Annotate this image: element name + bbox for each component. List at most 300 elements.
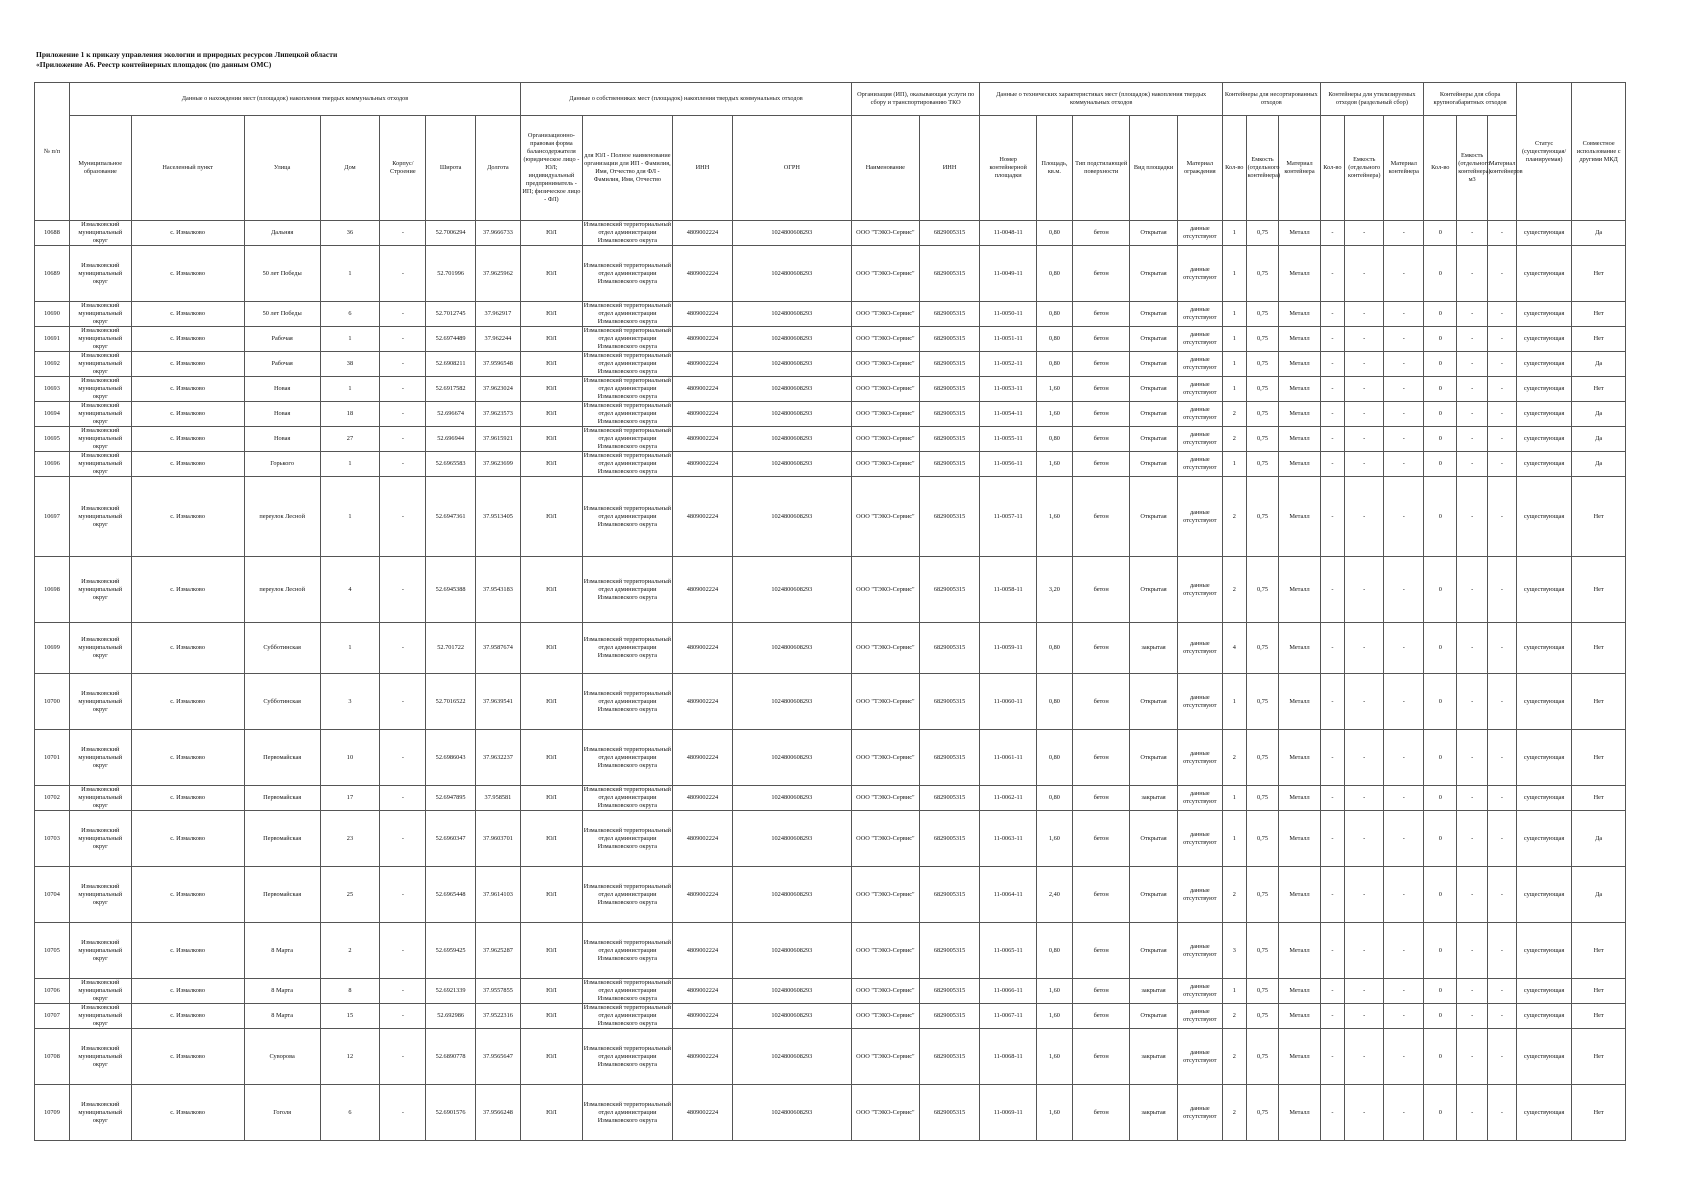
col-header-settlement: Населенный пункт xyxy=(131,116,244,221)
cell-r-cap: - xyxy=(1345,867,1384,923)
cell-mun: Измалковский муниципальный округ xyxy=(69,221,131,246)
cell-lat: 52.6921339 xyxy=(426,979,475,1004)
cell-area: 0,80 xyxy=(1036,427,1072,452)
cell-house: 23 xyxy=(320,811,380,867)
cell-opinn: 6829005315 xyxy=(919,427,980,452)
cell-lat: 52.701722 xyxy=(426,623,475,674)
cell-mun: Измалковский муниципальный округ xyxy=(69,402,131,427)
cell-house: 1 xyxy=(320,452,380,477)
cell-status: существующая xyxy=(1516,327,1571,352)
cell-u-mat: Металл xyxy=(1279,327,1320,352)
cell-b-mat: - xyxy=(1488,327,1517,352)
cell-u-count: 1 xyxy=(1222,674,1246,730)
cell-settlement: с. Измалково xyxy=(131,402,244,427)
cell-b-count: 0 xyxy=(1424,811,1457,867)
cell-r-count: - xyxy=(1320,221,1345,246)
cell-building: - xyxy=(380,402,426,427)
cell-status: существующая xyxy=(1516,979,1571,1004)
cell-b-cap: - xyxy=(1457,557,1488,623)
cell-area: 3,20 xyxy=(1036,557,1072,623)
table-row xyxy=(35,427,1626,452)
cell-ogrn: 1024800608293 xyxy=(732,786,851,811)
cell-mun: Измалковский муниципальный округ xyxy=(69,452,131,477)
cell-shared: Нет xyxy=(1572,302,1626,327)
cell-sitetype: Открытая xyxy=(1130,327,1177,352)
col-header-r-cap: Емкость (отдельного контейнера) xyxy=(1345,116,1384,221)
cell-r-cap: - xyxy=(1345,623,1384,674)
cell-surface: бетон xyxy=(1072,302,1130,327)
cell-area: 0,80 xyxy=(1036,352,1072,377)
cell-u-mat: Металл xyxy=(1279,623,1320,674)
col-header-lon: Долгота xyxy=(475,116,520,221)
cell-b-mat: - xyxy=(1488,811,1517,867)
cell-lat: 52.6959425 xyxy=(426,923,475,979)
cell-building: - xyxy=(380,1004,426,1029)
cell-u-mat: Металл xyxy=(1279,1029,1320,1085)
cell-street: Рабочая xyxy=(244,352,320,377)
cell-ownername: Измалковский территориальный отдел администрации Измалковского округа xyxy=(583,452,672,475)
cell-b-mat: - xyxy=(1488,246,1517,302)
cell-ogrn: 1024800608293 xyxy=(732,477,851,557)
cell-u-mat: Металл xyxy=(1279,402,1320,427)
cell-mun: Измалковский муниципальный округ xyxy=(69,557,131,623)
cell-inn: 4809002224 xyxy=(673,923,733,979)
cell-lat: 52.6947895 xyxy=(426,786,475,811)
cell-opinn: 6829005315 xyxy=(919,302,980,327)
cell-surface: бетон xyxy=(1072,1029,1130,1085)
cell-b-count: 0 xyxy=(1424,427,1457,452)
cell-lat: 52.7006294 xyxy=(426,221,475,246)
cell-surface: бетон xyxy=(1072,246,1130,302)
cell-r-mat: - xyxy=(1384,427,1424,452)
cell-sitenum: 11-0067-11 xyxy=(980,1004,1037,1029)
cell-opname: ООО "ТЭКО-Сервис" xyxy=(851,221,919,246)
col-header-shared: Совместное использование с другими МКД xyxy=(1572,83,1626,221)
cell-u-count: 1 xyxy=(1222,377,1246,402)
cell-area: 0,80 xyxy=(1036,674,1072,730)
cell-ownername: Измалковский территориальный отдел администрации Измалковского округа xyxy=(583,786,672,809)
cell-orgform: ЮЛ xyxy=(521,246,583,302)
cell-status: существующая xyxy=(1516,377,1571,402)
cell-settlement: с. Измалково xyxy=(131,979,244,1004)
cell-sitetype: Открытая xyxy=(1130,246,1177,302)
cell-area: 1,60 xyxy=(1036,1085,1072,1141)
cell-b-count: 0 xyxy=(1424,477,1457,557)
cell-ownername: Измалковский территориальный отдел администрации Измалковского округа xyxy=(583,979,672,1002)
cell-opname: ООО "ТЭКО-Сервис" xyxy=(851,1029,919,1085)
cell-street: Новая xyxy=(244,402,320,427)
col-header-mun: Муниципальное образование xyxy=(69,116,131,221)
table-row xyxy=(35,786,1626,811)
cell-b-mat: - xyxy=(1488,674,1517,730)
cell-street: переулок Лесной xyxy=(244,477,320,557)
cell-fence: данные отсутствуют xyxy=(1177,867,1222,923)
cell-mun: Измалковский муниципальный округ xyxy=(69,867,131,923)
cell-settlement: с. Измалково xyxy=(131,1029,244,1085)
cell-house: 1 xyxy=(320,477,380,557)
cell-street: 8 Марта xyxy=(244,979,320,1004)
table-row xyxy=(35,1029,1626,1085)
cell-surface: бетон xyxy=(1072,1085,1130,1141)
cell-u-mat: Металл xyxy=(1279,452,1320,477)
table-row xyxy=(35,327,1626,352)
cell-u-mat: Металл xyxy=(1279,352,1320,377)
cell-u-count: 1 xyxy=(1222,352,1246,377)
table-row xyxy=(35,402,1626,427)
cell-ogrn: 1024800608293 xyxy=(732,302,851,327)
cell-shared: Нет xyxy=(1572,246,1626,302)
cell-ogrn: 1024800608293 xyxy=(732,1029,851,1085)
cell-u-cap: 0,75 xyxy=(1246,674,1279,730)
cell-lon: 37.9632237 xyxy=(475,730,520,786)
cell-status: существующая xyxy=(1516,352,1571,377)
cell-sitetype: Открытая xyxy=(1130,352,1177,377)
cell-street: Дальняя xyxy=(244,221,320,246)
cell-lon: 37.9596548 xyxy=(475,352,520,377)
cell-sitetype: закрытая xyxy=(1130,1085,1177,1141)
cell-b-count: 0 xyxy=(1424,302,1457,327)
cell-u-mat: Металл xyxy=(1279,221,1320,246)
table-row xyxy=(35,477,1626,557)
cell-u-count: 2 xyxy=(1222,730,1246,786)
cell-shared: Да xyxy=(1572,402,1626,427)
col-header-sitenum: Номер контейнерной площадки xyxy=(980,116,1037,221)
cell-house: 15 xyxy=(320,1004,380,1029)
cell-lat: 52.6960347 xyxy=(426,811,475,867)
cell-lat: 52.6901576 xyxy=(426,1085,475,1141)
cell-shared: Нет xyxy=(1572,1004,1626,1029)
cell-mun: Измалковский муниципальный округ xyxy=(69,352,131,377)
cell-inn: 4809002224 xyxy=(673,557,733,623)
cell-sitetype: Открытая xyxy=(1130,477,1177,557)
table-row xyxy=(35,730,1626,786)
registry-table xyxy=(34,82,1626,1141)
cell-num: 10708 xyxy=(35,1029,70,1085)
cell-street: 8 Марта xyxy=(244,923,320,979)
cell-street: Горького xyxy=(244,452,320,477)
cell-settlement: с. Измалково xyxy=(131,674,244,730)
cell-opname: ООО "ТЭКО-Сервис" xyxy=(851,674,919,730)
cell-house: 2 xyxy=(320,923,380,979)
table-body xyxy=(35,221,1626,1141)
cell-inn: 4809002224 xyxy=(673,811,733,867)
cell-u-cap: 0,75 xyxy=(1246,730,1279,786)
cell-inn: 4809002224 xyxy=(673,674,733,730)
cell-building: - xyxy=(380,811,426,867)
cell-r-mat: - xyxy=(1384,246,1424,302)
cell-mun: Измалковский муниципальный округ xyxy=(69,302,131,327)
cell-settlement: с. Измалково xyxy=(131,452,244,477)
cell-status: существующая xyxy=(1516,221,1571,246)
cell-u-count: 1 xyxy=(1222,811,1246,867)
cell-status: существующая xyxy=(1516,811,1571,867)
cell-lon: 37.9522316 xyxy=(475,1004,520,1029)
cell-r-cap: - xyxy=(1345,302,1384,327)
cell-building: - xyxy=(380,246,426,302)
cell-u-cap: 0,75 xyxy=(1246,623,1279,674)
cell-status: существующая xyxy=(1516,402,1571,427)
cell-settlement: с. Измалково xyxy=(131,427,244,452)
cell-ownername: Измалковский территориальный отдел администрации Измалковского округа xyxy=(582,623,672,674)
group-header-recycle: Контейнеры для утилизируемых отходов (раздельный сбор) xyxy=(1320,83,1424,116)
cell-lat: 52.6986043 xyxy=(426,730,475,786)
cell-inn: 4809002224 xyxy=(673,377,733,402)
cell-sitetype: Открытая xyxy=(1130,730,1177,786)
cell-sitenum: 11-0069-11 xyxy=(980,1085,1037,1141)
cell-ogrn: 1024800608293 xyxy=(732,452,851,477)
col-header-area: Площадь, кв.м. xyxy=(1036,116,1072,221)
cell-u-count: 1 xyxy=(1222,979,1246,1004)
cell-r-count: - xyxy=(1320,452,1345,477)
col-header-ogrn: ОГРН xyxy=(732,116,851,221)
cell-building: - xyxy=(380,1029,426,1085)
cell-r-cap: - xyxy=(1345,730,1384,786)
cell-street: Суворова xyxy=(244,1029,320,1085)
cell-shared: Нет xyxy=(1572,674,1626,730)
cell-lon: 37.9625287 xyxy=(475,923,520,979)
cell-building: - xyxy=(380,786,426,811)
cell-b-mat: - xyxy=(1488,923,1517,979)
col-header-house: Дом xyxy=(320,116,380,221)
cell-ogrn: 1024800608293 xyxy=(732,674,851,730)
cell-b-cap: - xyxy=(1457,1004,1488,1029)
cell-shared: Да xyxy=(1572,452,1626,477)
cell-r-cap: - xyxy=(1345,979,1384,1004)
cell-status: существующая xyxy=(1516,246,1571,302)
cell-b-count: 0 xyxy=(1424,674,1457,730)
cell-mun: Измалковский муниципальный округ xyxy=(69,377,131,402)
cell-b-mat: - xyxy=(1488,786,1517,811)
col-header-u-cap: Емкость (отдельного контейнера) xyxy=(1246,116,1279,221)
cell-surface: бетон xyxy=(1072,402,1130,427)
cell-orgform: ЮЛ xyxy=(521,327,583,352)
cell-b-count: 0 xyxy=(1424,557,1457,623)
cell-r-mat: - xyxy=(1384,923,1424,979)
cell-u-mat: Металл xyxy=(1279,246,1320,302)
cell-building: - xyxy=(380,427,426,452)
cell-street: 50 лет Победы xyxy=(244,302,320,327)
cell-lon: 37.9614103 xyxy=(475,867,520,923)
cell-sitenum: 11-0053-11 xyxy=(980,377,1037,402)
cell-b-count: 0 xyxy=(1424,452,1457,477)
cell-house: 12 xyxy=(320,1029,380,1085)
cell-surface: бетон xyxy=(1072,427,1130,452)
cell-u-count: 2 xyxy=(1222,427,1246,452)
cell-opinn: 6829005315 xyxy=(919,402,980,427)
cell-lon: 37.9566248 xyxy=(475,1085,520,1141)
cell-shared: Нет xyxy=(1572,557,1626,623)
cell-sitenum: 11-0062-11 xyxy=(980,786,1037,811)
cell-mun: Измалковский муниципальный округ xyxy=(69,674,131,730)
cell-opinn: 6829005315 xyxy=(919,1004,980,1029)
cell-area: 0,80 xyxy=(1036,221,1072,246)
cell-surface: бетон xyxy=(1072,979,1130,1004)
cell-ownername: Измалковский территориальный отдел администрации Измалковского округа xyxy=(583,377,672,400)
cell-opname: ООО "ТЭКО-Сервис" xyxy=(851,377,919,402)
cell-mun: Измалковский муниципальный округ xyxy=(69,427,131,452)
cell-status: существующая xyxy=(1516,1004,1571,1029)
cell-surface: бетон xyxy=(1072,623,1130,674)
cell-ogrn: 1024800608293 xyxy=(732,402,851,427)
cell-opname: ООО "ТЭКО-Сервис" xyxy=(851,867,919,923)
cell-sitetype: Открытая xyxy=(1130,402,1177,427)
cell-num: 10706 xyxy=(35,979,70,1004)
group-header-owners: Данные о собственниках мест (площадок) накопления твердых коммунальных отходов xyxy=(521,83,852,116)
cell-opname: ООО "ТЭКО-Сервис" xyxy=(851,352,919,377)
cell-fence: данные отсутствуют xyxy=(1177,923,1222,979)
cell-sitenum: 11-0060-11 xyxy=(980,674,1037,730)
cell-fence: данные отсутствуют xyxy=(1177,302,1222,327)
cell-num: 10696 xyxy=(35,452,70,477)
cell-mun: Измалковский муниципальный округ xyxy=(69,786,131,811)
cell-b-count: 0 xyxy=(1424,730,1457,786)
cell-num: 10701 xyxy=(35,730,70,786)
cell-shared: Нет xyxy=(1572,327,1626,352)
cell-r-count: - xyxy=(1320,246,1345,302)
cell-opname: ООО "ТЭКО-Сервис" xyxy=(851,1004,919,1029)
cell-house: 17 xyxy=(320,786,380,811)
cell-b-count: 0 xyxy=(1424,352,1457,377)
cell-mun: Измалковский муниципальный округ xyxy=(69,1004,131,1029)
cell-fence: данные отсутствуют xyxy=(1177,427,1222,452)
cell-settlement: с. Измалково xyxy=(131,221,244,246)
cell-b-cap: - xyxy=(1457,427,1488,452)
cell-r-count: - xyxy=(1320,402,1345,427)
cell-ogrn: 1024800608293 xyxy=(732,623,851,674)
cell-r-mat: - xyxy=(1384,327,1424,352)
cell-lat: 52.692986 xyxy=(426,1004,475,1029)
cell-opinn: 6829005315 xyxy=(919,811,980,867)
cell-settlement: с. Измалково xyxy=(131,557,244,623)
cell-inn: 4809002224 xyxy=(673,867,733,923)
cell-r-mat: - xyxy=(1384,1085,1424,1141)
cell-b-cap: - xyxy=(1457,246,1488,302)
cell-status: существующая xyxy=(1516,867,1571,923)
cell-orgform: ЮЛ xyxy=(521,923,583,979)
cell-lat: 52.7016522 xyxy=(426,674,475,730)
cell-orgform: ЮЛ xyxy=(521,786,583,811)
cell-r-cap: - xyxy=(1345,427,1384,452)
cell-num: 10702 xyxy=(35,786,70,811)
col-header-r-mat: Материал контейнера xyxy=(1384,116,1424,221)
col-header-street: Улица xyxy=(244,116,320,221)
cell-orgform: ЮЛ xyxy=(521,221,583,246)
cell-settlement: с. Измалково xyxy=(131,477,244,557)
cell-orgform: ЮЛ xyxy=(521,477,583,557)
cell-opinn: 6829005315 xyxy=(919,786,980,811)
cell-u-mat: Металл xyxy=(1279,557,1320,623)
caption-line-1: Приложение 1 к приказу управления экологии и природных ресурсов Липецкой области xyxy=(36,50,338,59)
cell-opinn: 6829005315 xyxy=(919,1085,980,1141)
cell-ogrn: 1024800608293 xyxy=(732,352,851,377)
cell-b-count: 0 xyxy=(1424,979,1457,1004)
cell-u-cap: 0,75 xyxy=(1246,811,1279,867)
cell-opname: ООО "ТЭКО-Сервис" xyxy=(851,246,919,302)
cell-r-mat: - xyxy=(1384,1029,1424,1085)
col-header-fence: Материал ограждения xyxy=(1177,116,1222,221)
cell-u-mat: Металл xyxy=(1279,674,1320,730)
cell-b-count: 0 xyxy=(1424,246,1457,302)
cell-sitetype: Открытая xyxy=(1130,1004,1177,1029)
cell-sitenum: 11-0064-11 xyxy=(980,867,1037,923)
table-row xyxy=(35,623,1626,674)
cell-area: 0,80 xyxy=(1036,302,1072,327)
cell-b-mat: - xyxy=(1488,1004,1517,1029)
cell-u-count: 2 xyxy=(1222,557,1246,623)
cell-u-count: 1 xyxy=(1222,302,1246,327)
cell-u-cap: 0,75 xyxy=(1246,867,1279,923)
cell-surface: бетон xyxy=(1072,674,1130,730)
cell-opname: ООО "ТЭКО-Сервис" xyxy=(851,623,919,674)
cell-u-cap: 0,75 xyxy=(1246,1004,1279,1029)
cell-status: существующая xyxy=(1516,923,1571,979)
cell-u-mat: Металл xyxy=(1279,730,1320,786)
cell-settlement: с. Измалково xyxy=(131,1085,244,1141)
cell-opinn: 6829005315 xyxy=(919,477,980,557)
cell-area: 0,80 xyxy=(1036,786,1072,811)
cell-lat: 52.6974489 xyxy=(426,327,475,352)
cell-u-count: 2 xyxy=(1222,1085,1246,1141)
cell-u-mat: Металл xyxy=(1279,979,1320,1004)
cell-mun: Измалковский муниципальный округ xyxy=(69,923,131,979)
cell-building: - xyxy=(380,221,426,246)
cell-u-cap: 0,75 xyxy=(1246,452,1279,477)
cell-orgform: ЮЛ xyxy=(521,427,583,452)
cell-area: 0,80 xyxy=(1036,327,1072,352)
cell-r-count: - xyxy=(1320,477,1345,557)
cell-b-cap: - xyxy=(1457,1085,1488,1141)
cell-b-count: 0 xyxy=(1424,377,1457,402)
cell-r-cap: - xyxy=(1345,1085,1384,1141)
cell-ogrn: 1024800608293 xyxy=(732,1004,851,1029)
group-header-bulky: Контейнеры для сбора крупногабаритных отходов xyxy=(1424,83,1516,116)
col-header-ownername: для ЮЛ - Полное наименование организации для ИП - Фамилия, Имя, Отчество для ФЛ - Фамилия, Имя, Отчество xyxy=(582,116,672,221)
cell-settlement: с. Измалково xyxy=(131,811,244,867)
cell-r-cap: - xyxy=(1345,674,1384,730)
cell-num: 10694 xyxy=(35,402,70,427)
cell-r-cap: - xyxy=(1345,327,1384,352)
cell-opname: ООО "ТЭКО-Сервис" xyxy=(851,477,919,557)
cell-house: 3 xyxy=(320,674,380,730)
cell-fence: данные отсутствуют xyxy=(1177,674,1222,730)
cell-building: - xyxy=(380,327,426,352)
cell-ownername: Измалковский территориальный отдел администрации Измалковского округа xyxy=(583,427,672,450)
cell-opinn: 6829005315 xyxy=(919,923,980,979)
cell-r-count: - xyxy=(1320,811,1345,867)
cell-num: 10703 xyxy=(35,811,70,867)
cell-street: переулок Лесной xyxy=(244,557,320,623)
cell-b-count: 0 xyxy=(1424,1029,1457,1085)
cell-num: 10700 xyxy=(35,674,70,730)
cell-r-cap: - xyxy=(1345,452,1384,477)
cell-street: Первомайская xyxy=(244,811,320,867)
cell-opinn: 6829005315 xyxy=(919,1029,980,1085)
cell-settlement: с. Измалково xyxy=(131,730,244,786)
cell-num: 10688 xyxy=(35,221,70,246)
cell-lat: 52.696944 xyxy=(426,427,475,452)
cell-settlement: с. Измалково xyxy=(131,327,244,352)
cell-shared: Нет xyxy=(1572,477,1626,557)
cell-lat: 52.7012745 xyxy=(426,302,475,327)
cell-sitetype: Открытая xyxy=(1130,377,1177,402)
cell-opinn: 6829005315 xyxy=(919,674,980,730)
cell-status: существующая xyxy=(1516,427,1571,452)
cell-u-cap: 0,75 xyxy=(1246,402,1279,427)
cell-r-cap: - xyxy=(1345,811,1384,867)
cell-opinn: 6829005315 xyxy=(919,867,980,923)
cell-status: существующая xyxy=(1516,1085,1571,1141)
cell-u-count: 2 xyxy=(1222,867,1246,923)
